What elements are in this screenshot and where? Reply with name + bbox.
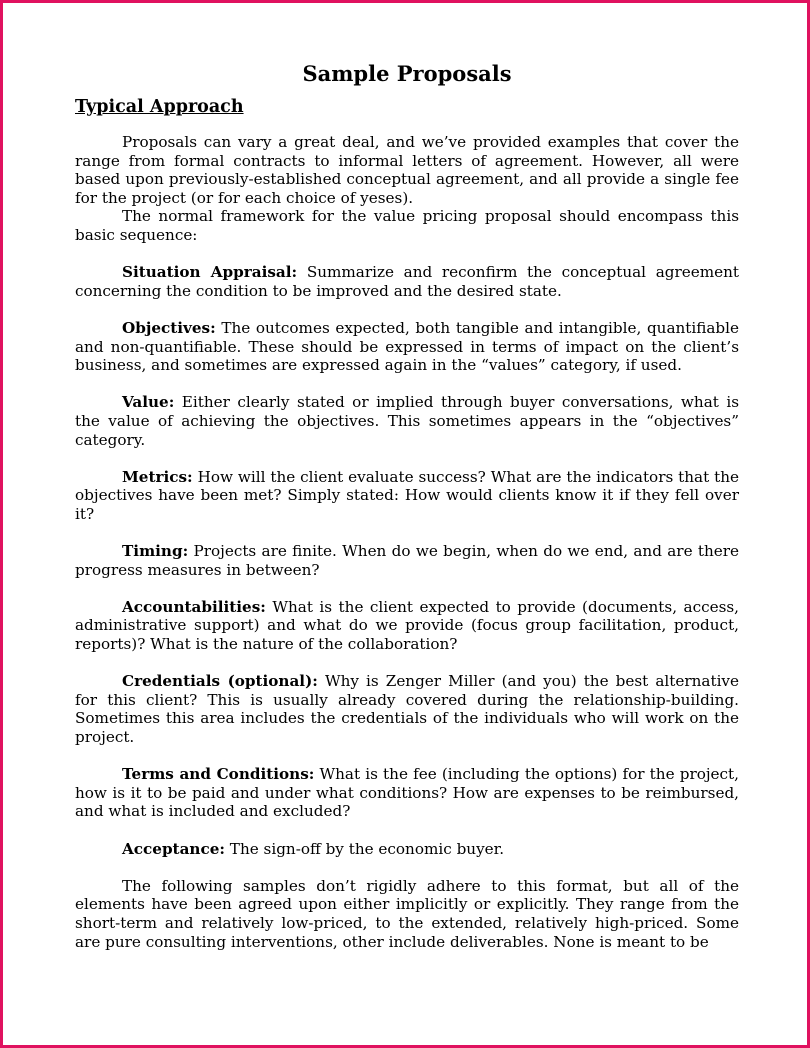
framework-item-acceptance <box>75 840 739 859</box>
item-term: Value: <box>122 393 175 412</box>
item-text: The outcomes expected, both tangible and intangible, quantifiable and non-quantifiable. These should be expressed in terms of impact on the client’s business, and sometimes are expressed again in the “values” category, if used. <box>75 318 739 375</box>
framework-item-objectives <box>75 319 739 375</box>
document-body <box>75 61 739 951</box>
framework-item-terms-and-conditions <box>75 765 739 821</box>
item-term: Terms and Conditions: <box>122 765 315 784</box>
item-term: Acceptance: <box>122 839 225 858</box>
intro-paragraph: The normal framework for the value pricing proposal should encompass this basic sequence: <box>75 207 739 244</box>
item-term: Metrics: <box>122 467 193 486</box>
item-text: Either clearly stated or implied through buyer conversations, what is the value of achieving the objectives. This sometimes appears in the “objectives” category. <box>75 393 739 449</box>
item-text: Why is Zenger Miller (and you) the best alternative for this client? This is usually already covered during the relationship-building. Sometimes this area includes the credentials of the individuals who will work on the project. <box>75 672 739 746</box>
framework-item-accountabilities <box>75 598 739 654</box>
item-text: Projects are finite. When do we begin, when do we end, and are there progress measures in between? <box>75 542 739 579</box>
item-text: What is the client expected to provide (documents, access, administrative support) and what do we provide (focus group facilitation, product, reports)? What is the nature of the collaboration? <box>75 597 739 654</box>
framework-item-credentials <box>75 672 739 746</box>
item-term: Timing: <box>122 542 189 561</box>
item-text: What is the fee (including the options) for the project, how is it to be paid and under what conditions? How are expenses to be reimbursed, and what is included and excluded? <box>75 765 739 821</box>
framework-item-situation-appraisal <box>75 263 739 300</box>
page-title: Sample Proposals <box>302 61 512 86</box>
section-heading: Typical Approach <box>75 97 244 117</box>
item-text: Summarize and reconfirm the conceptual agreement concerning the condition to be improved and the desired state. <box>75 263 740 300</box>
framework-item-timing <box>75 542 739 579</box>
framework-item-metrics <box>75 468 739 524</box>
item-text: How will the client evaluate success? What are the indicators that the objectives have been met? Simply stated: How would clients know it if they fell over it? <box>75 467 739 523</box>
intro-paragraph: Proposals can vary a great deal, and we’ve provided examples that cover the range from formal contracts to informal letters of agreement. However, all were based upon previously-established conceptual agreement, and all provide a single fee for the project (or for each choice of yeses). <box>75 133 739 207</box>
item-term: Accountabilities: <box>122 597 266 616</box>
framework-item-value <box>75 393 739 449</box>
item-term: Objectives: <box>122 318 216 337</box>
item-term: Credentials (optional): <box>122 672 318 691</box>
item-text: The sign-off by the economic buyer. <box>224 839 505 858</box>
closing-paragraph: The following samples don’t rigidly adhere to this format, but all of the elements have been agreed upon either implicitly or explicitly. They range from the short-term and relatively low-priced, to the extended, relatively high-priced. Some are pure consulting interventions, other include deliverables. None is meant to be <box>75 876 739 951</box>
item-term: Situation Appraisal: <box>122 263 298 282</box>
